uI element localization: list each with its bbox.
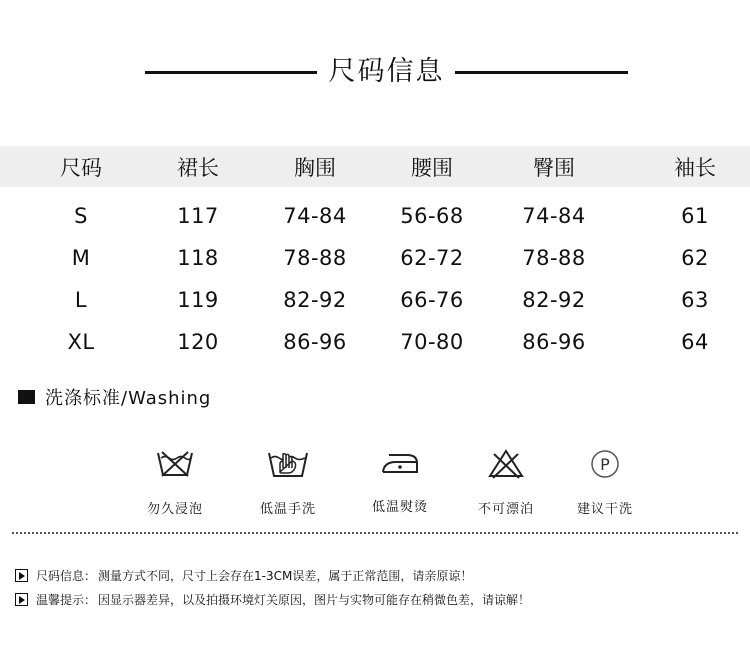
- table-cell: 78-88: [283, 246, 347, 270]
- care-label: 低温手洗: [259, 502, 316, 517]
- table-cell: L: [74, 288, 88, 312]
- no-bleach-icon: [486, 448, 526, 480]
- hand-wash-icon: [266, 448, 310, 480]
- low-iron-icon: [379, 448, 421, 478]
- note-warm-tip: [15, 591, 530, 607]
- note-label: 温馨提示：: [36, 592, 97, 607]
- table-cell: M: [71, 246, 91, 270]
- column-header-size: 尺码: [0, 146, 162, 187]
- column-header-sleeve-length: 袖长: [640, 146, 750, 187]
- table-cell: 78-88: [522, 246, 586, 270]
- table-cell: 86-96: [522, 330, 586, 354]
- column-header-hip: 臀围: [468, 146, 640, 187]
- table-cell: 56-68: [400, 204, 464, 228]
- table-cell: 118: [177, 246, 219, 270]
- table-header-row: [0, 146, 750, 187]
- do-not-soak-icon: [155, 448, 195, 480]
- washing-heading: [18, 386, 211, 408]
- table-row: [0, 279, 750, 321]
- care-label: 低温熨烫: [371, 500, 428, 515]
- table-cell: 82-92: [522, 288, 586, 312]
- table-cell: 63: [681, 288, 709, 312]
- table-cell: 62-72: [400, 246, 464, 270]
- page-title: 尺码信息: [328, 56, 445, 87]
- table-cell: S: [74, 204, 88, 228]
- column-header-waist: 腰围: [396, 146, 468, 187]
- table-cell: 66-76: [400, 288, 464, 312]
- black-square-icon: [18, 390, 35, 404]
- table-cell: 120: [177, 330, 219, 354]
- dotted-divider: [12, 532, 738, 534]
- care-label: 不可漂泊: [477, 502, 534, 517]
- table-cell: XL: [67, 330, 95, 354]
- care-label: 勿久浸泡: [146, 502, 203, 517]
- table-cell: 70-80: [400, 330, 464, 354]
- table-cell: 86-96: [283, 330, 347, 354]
- title-rule-right: [455, 71, 628, 74]
- size-table: [0, 146, 750, 363]
- table-cell: 74-84: [522, 204, 586, 228]
- note-text: 测量方式不同，尺寸上会存在1-3CM误差，属于正常范围，请亲原谅！: [98, 568, 473, 583]
- table-cell: 119: [177, 288, 219, 312]
- care-label: 建议干洗: [576, 502, 633, 517]
- note-label: 尺码信息：: [36, 568, 97, 583]
- table-row: [0, 187, 750, 237]
- note-size-info: [15, 567, 472, 583]
- care-item-do-not-soak: [130, 448, 220, 517]
- table-cell: 64: [681, 330, 709, 354]
- table-cell: 117: [177, 204, 219, 228]
- dry-clean-letter: P: [600, 455, 610, 474]
- table-row: [0, 237, 750, 279]
- table-row: [0, 321, 750, 363]
- column-header-skirt-length: 裙长: [162, 146, 234, 187]
- care-item-hand-wash: [243, 448, 333, 517]
- dry-clean-icon: [587, 448, 623, 480]
- note-text: 因显示器差异，以及拍摄环境灯关原因，图片与实物可能存在稍微色差，请谅解！: [98, 592, 531, 607]
- table-cell: 82-92: [283, 288, 347, 312]
- care-item-no-bleach: [461, 448, 551, 517]
- table-cell: 62: [681, 246, 709, 270]
- play-icon: [15, 569, 28, 582]
- care-item-low-iron: [355, 448, 445, 515]
- table-cell: 74-84: [283, 204, 347, 228]
- column-header-bust: 胸围: [234, 146, 396, 187]
- washing-title: 洗涤标准/Washing: [45, 388, 212, 409]
- table-cell: 61: [681, 204, 709, 228]
- play-icon: [15, 593, 28, 606]
- section-title: [0, 52, 750, 92]
- care-item-dry-clean: [560, 448, 650, 517]
- title-rule-left: [145, 71, 317, 74]
